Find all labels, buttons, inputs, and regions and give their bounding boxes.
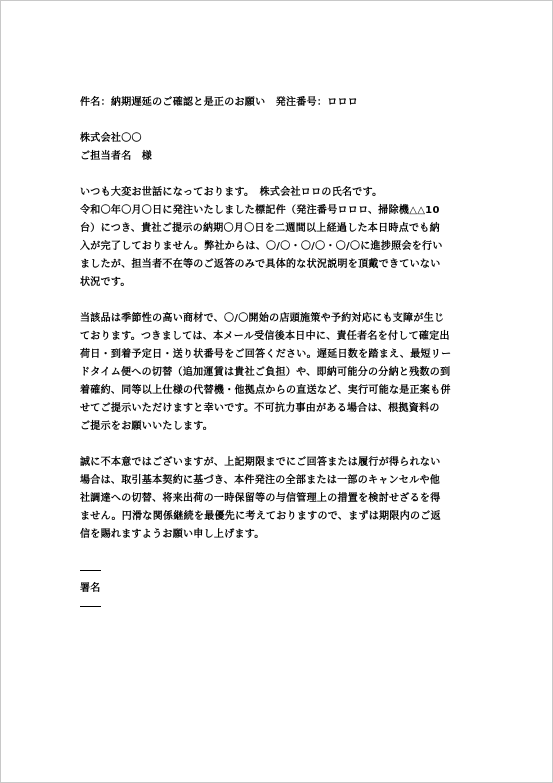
paragraph-line: 社調達への切替、将来出荷の一時保留等の与信管理上の措置を検討せざるを得 [80,493,441,504]
paragraph-line: 信を賜れますようお願い申し上げます。 [80,529,265,540]
signature-rule-bottom [80,606,101,607]
spacer [80,292,480,310]
paragraph-line: 台）につき、貴社ご提示の納期〇月〇日を二週間以上経過した本日時点でも納 [80,223,440,234]
paragraph-line: 入が完了しておりません。弊社からは、〇/〇・〇/〇・〇/〇に進捗照会を行い [80,241,443,252]
paragraph-line: 荷日・到着予定日・送り状番号をご回答ください。遅延日数を踏まえ、最短リー [80,349,452,360]
spacer [80,544,480,562]
recipient-person: ご担当者名 様 [80,151,153,162]
paragraph-line: いつも大変お世話になっております。 株式会社ロロの氏名です。 [80,187,383,198]
paragraph-warning [80,454,480,544]
paragraph-line: 場合は、取引基本契約に基づき、本件発注の全部または一部のキャンセルや他 [80,475,441,486]
document-body [80,94,480,616]
subject-line: 件名：納期遅延のご確認と是正のお願い 発注番号：ロロロ [80,97,359,108]
spacer [80,436,480,454]
paragraph-line: 令和〇年〇月〇日に発注いたしました標記件（発注番号ロロロ、掃除機△△10 [80,205,440,216]
spacer [80,112,480,130]
paragraph-line: ご提示をお願いいたします。 [80,421,214,432]
paragraph-line: せてご提示いただけますと幸いです。不可抗力事由がある場合は、根拠資料の [80,403,440,414]
paragraph-line: 状況です。 [80,277,131,288]
signature-rule-top [80,570,101,571]
paragraph-line: ドタイム便への切替（追加運賃は貴社ご負担）や、即納可能分の分納と残数の到 [80,367,451,378]
paragraph-intro [80,184,480,292]
paragraph-line: ております。つきましては、本メール受信後本日中に、責任者名を付して確定出 [80,331,450,342]
signature-label: 署名 [80,583,101,594]
paragraph-line: 着確約、同等以上仕様の代替機・他拠点からの直送など、実行可能な是正案も併 [80,385,451,396]
paragraph-line: ません。円滑な関係継続を最優先に考えておりますので、まずは期限内のご返 [80,511,441,522]
paragraph-line: 誠に不本意ではございますが、上記期限までにご回答または履行が得られない [80,457,441,468]
spacer [80,166,480,184]
paragraph-line: ましたが、担当者不在等のご返答のみで具体的な状況説明を頂戴できていない [80,259,441,270]
paragraph-request [80,310,480,436]
recipient-company: 株式会社〇〇 [80,133,142,144]
paragraph-line: 当該品は季節性の高い商材で、〇/〇開始の店頭施策や予約対応にも支障が生じ [80,313,445,324]
